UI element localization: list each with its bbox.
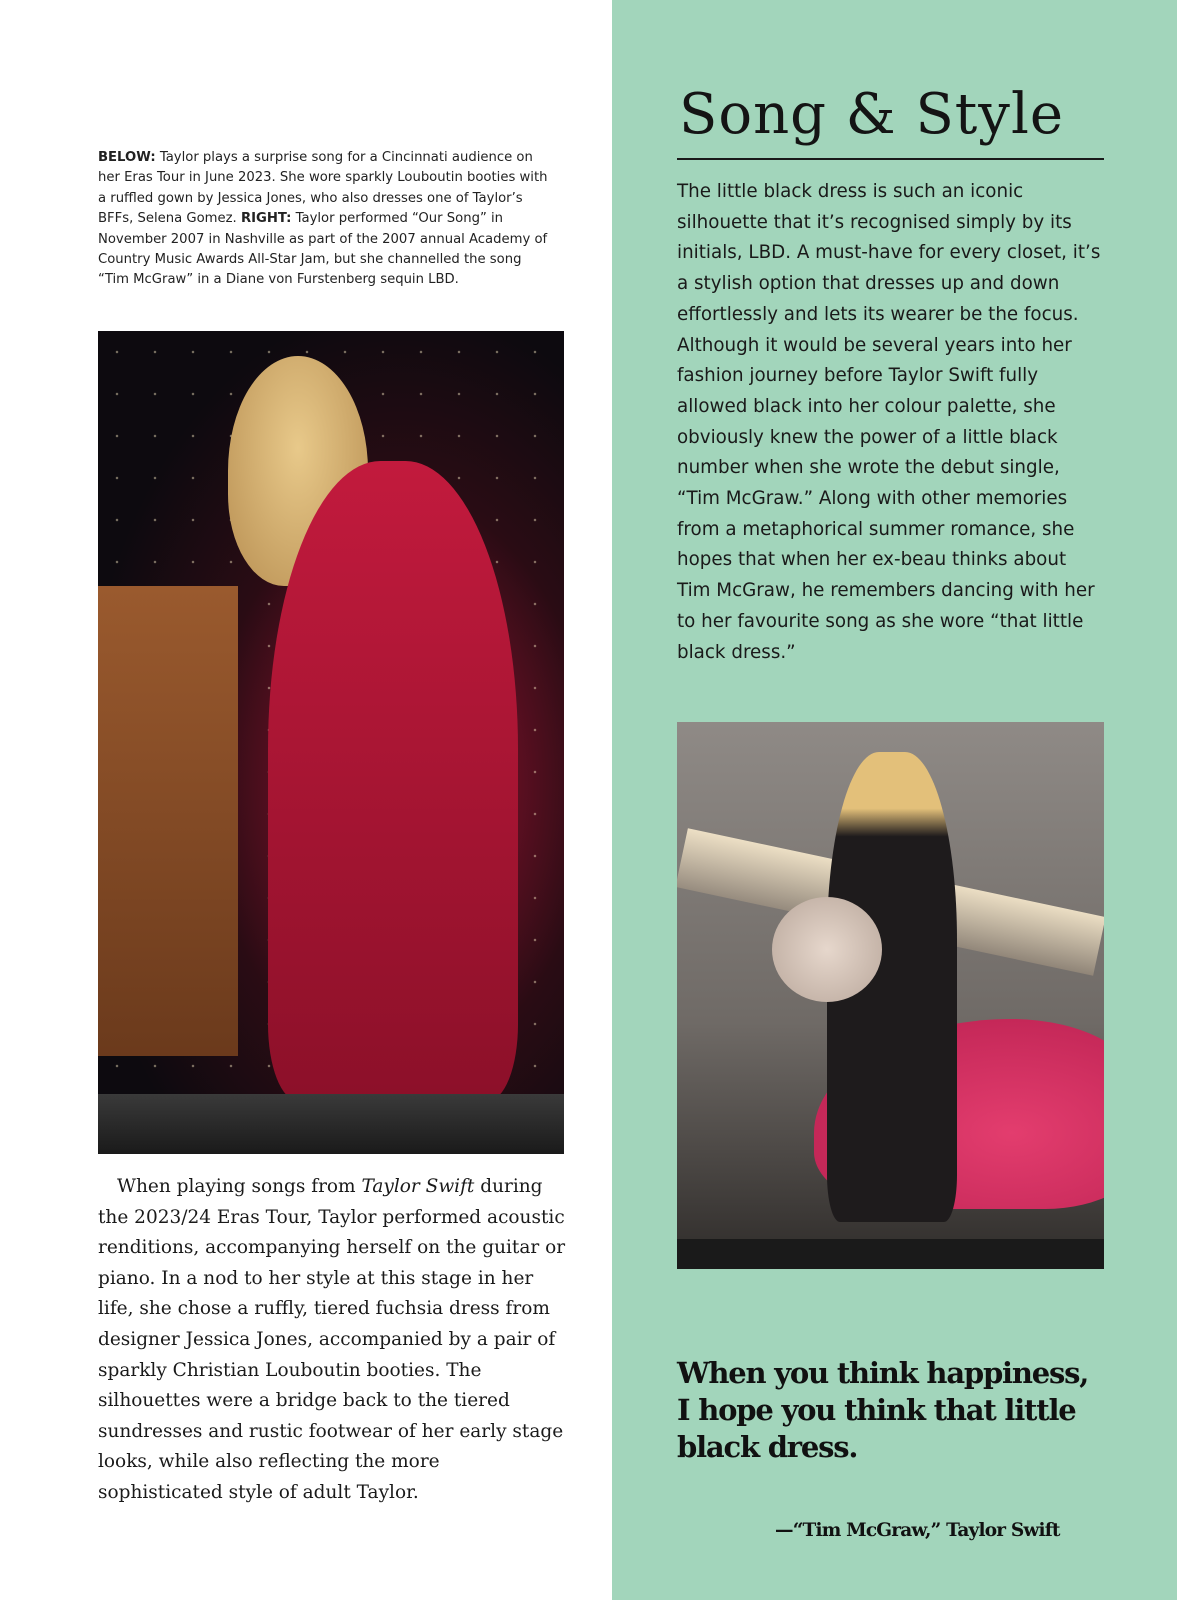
pull-quote: When you think happiness, I hope you think that little black dress.	[677, 1356, 1089, 1464]
photo-caption	[98, 148, 553, 291]
title-divider	[677, 158, 1104, 160]
page-title: Song & Style	[679, 82, 1064, 147]
eras-tour-piano-photo	[98, 331, 564, 1154]
acm-performance-photo	[677, 722, 1104, 1269]
body-text	[98, 1172, 568, 1509]
album-title: Taylor Swift	[361, 1176, 475, 1197]
piano	[98, 586, 238, 1056]
stage-floor	[98, 1094, 564, 1154]
sparkly-guitar	[772, 897, 882, 1002]
body-paragraph: When playing songs from Taylor Swift during the 2023/24 Eras Tour, Taylor performed acoustic renditions, accompanying herself on the guitar or piano. In a nod to her style at this stage in her life, she chose a ruffly, tiered fuchsia dress from designer Jessica Jones, accompanied by a pair of sparkly Christian Louboutin booties. The silhouettes were a bridge back to the tiered sundresses and rustic footwear of her early stage looks, while also reflecting the more sophisticated style of adult Taylor.	[98, 1176, 566, 1503]
caption-below-text: Taylor plays a surprise song for a Cincinnati audience on her Eras Tour in June 2023. She wore sparkly Louboutin booties with a ruffled gown by Jessica Jones, who also dresses one of Taylor’s BFFs, Selena Gomez.	[98, 150, 548, 227]
caption-below-label: BELOW:	[98, 150, 156, 165]
sidebar-intro	[677, 177, 1102, 668]
intro-paragraph: The little black dress is such an iconic silhouette that it’s recognised simply by its initials, LBD. A must-have for every closet, it’s a stylish option that dresses up and down effortlessly and lets its wearer be the focus. Although it would be several years into her fashion journey before Taylor Swift fully allowed black into her colour palette, she obviously knew the power of a little black number when she wrote the debut single, “Tim McGraw.” Along with other memories from a metaphorical summer romance, she hopes that when her ex-beau thinks about Tim McGraw, he remembers dancing with her to her favourite song as she wore “that little black dress.”	[677, 181, 1101, 663]
caption-right-text: Taylor performed “Our Song” in November 2007 in Nashville as part of the 2007 annual Academy of Country Music Awards All-Star Jam, but she channelled the song “Tim McGraw” in a Diane von Furstenberg sequin LBD.	[98, 211, 548, 288]
fuchsia-dress	[268, 461, 518, 1101]
stage-floor	[677, 1239, 1104, 1269]
caption-right-label: RIGHT:	[240, 211, 292, 227]
quote-attribution: —“Tim McGraw,” Taylor Swift	[775, 1520, 1060, 1541]
